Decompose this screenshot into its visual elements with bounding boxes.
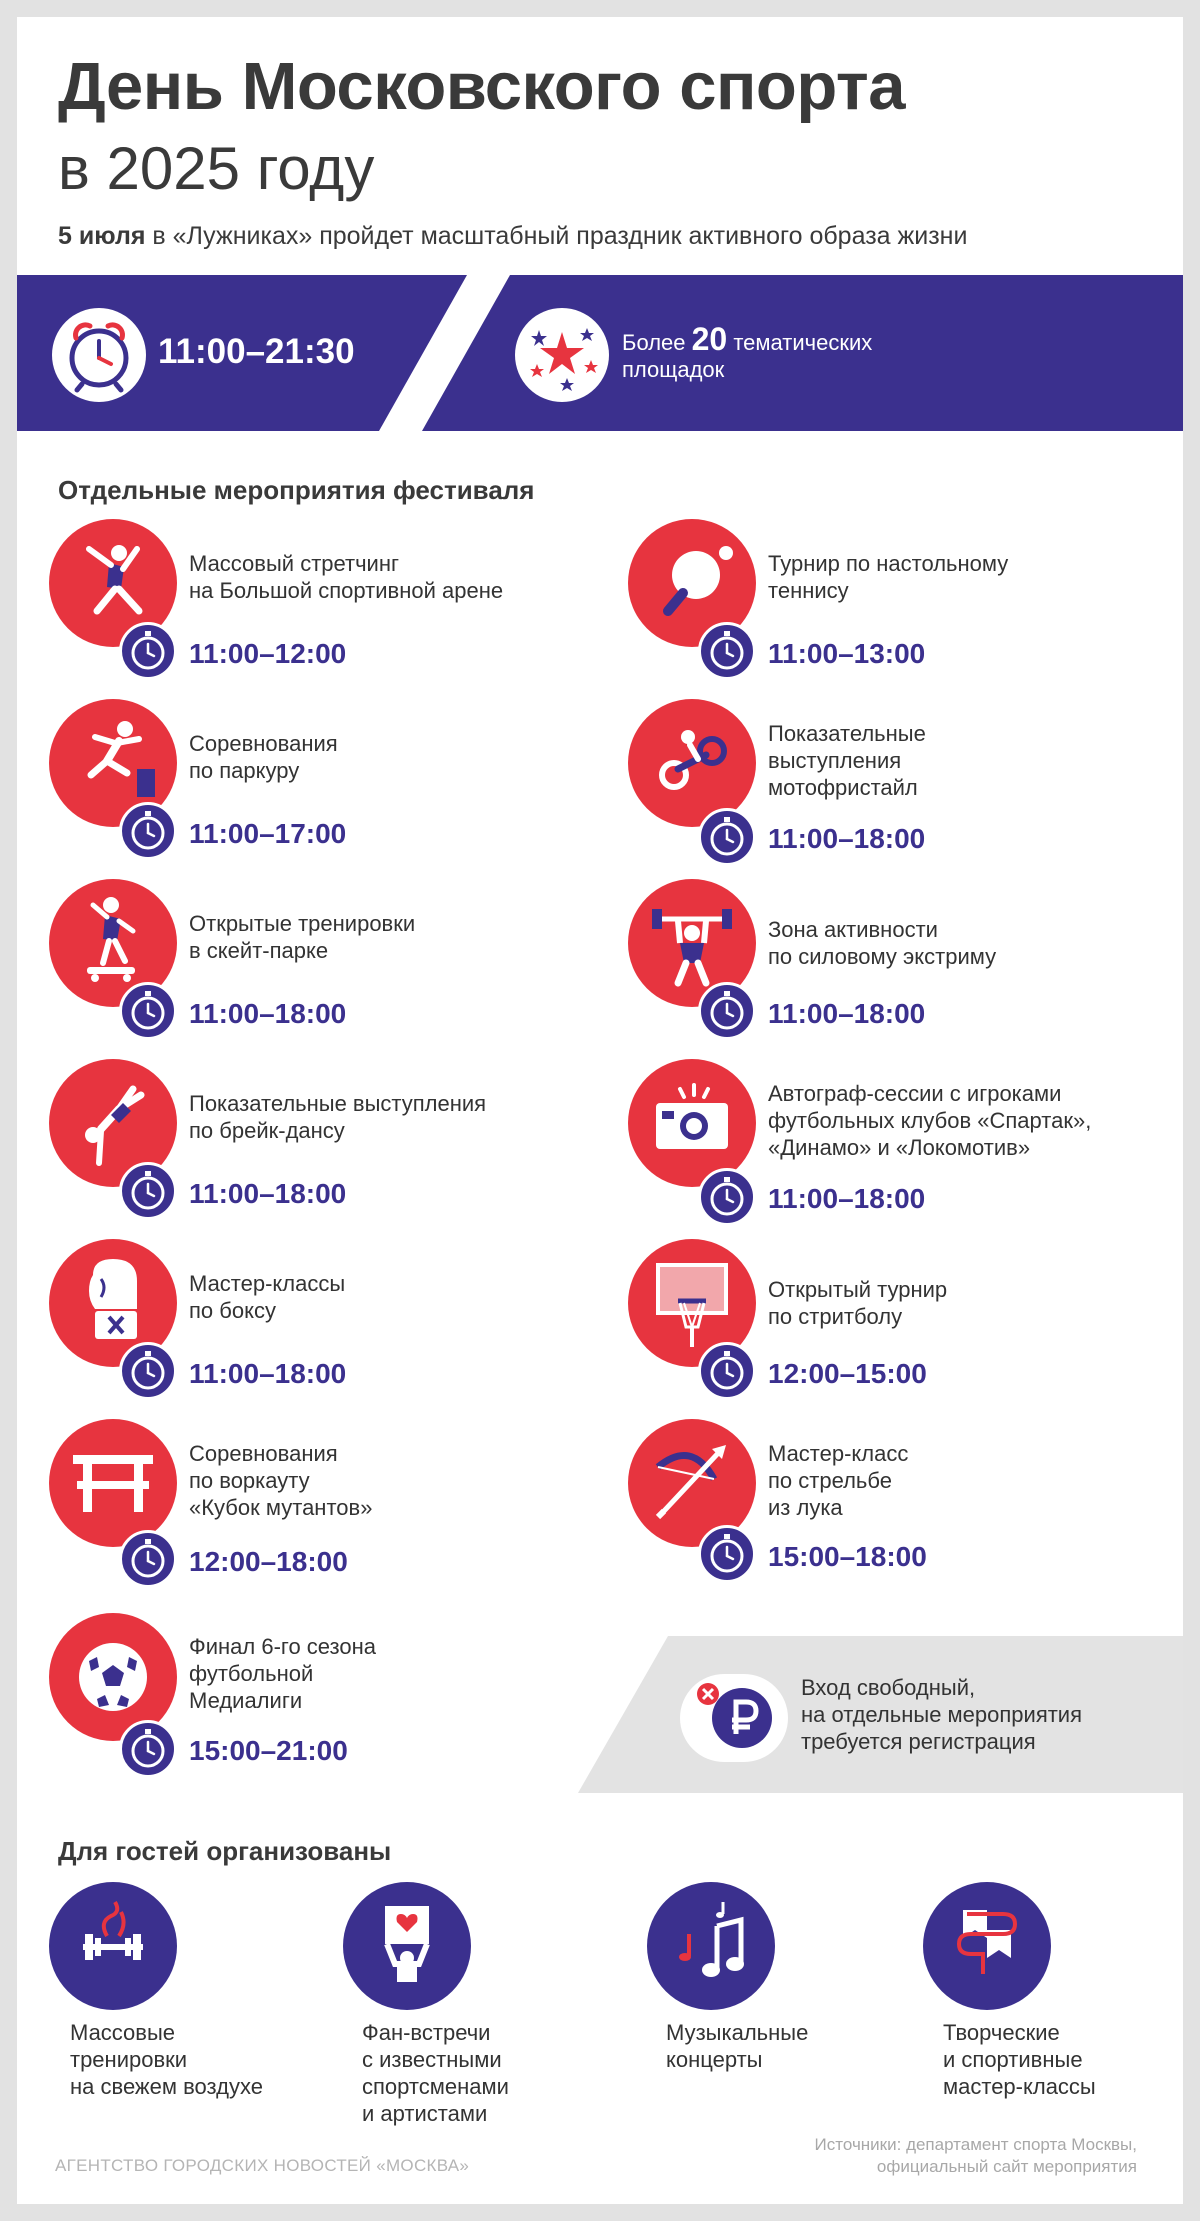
stopwatch-icon	[119, 1530, 177, 1588]
festival-hours: 11:00–21:30	[158, 332, 355, 371]
stopwatch-icon	[119, 1162, 177, 1220]
stopwatch-icon	[698, 982, 756, 1040]
event-time: 11:00–18:00	[189, 998, 347, 1029]
alarm-clock-icon	[52, 308, 146, 402]
event-time: 15:00–21:00	[189, 1735, 348, 1766]
venues-number: 20	[691, 321, 728, 357]
event-name: Открытые тренировки в скейт-парке	[189, 911, 416, 963]
event-time: 12:00–15:00	[768, 1358, 927, 1389]
guest-item-text: Фан-встречи с известными спортсменами и артистами	[362, 2020, 509, 2126]
guest-item-text: Творческие и спортивные мастер-классы	[943, 2020, 1096, 2099]
venues-count: Более 20 тематических площадок	[622, 321, 873, 382]
event-time: 12:00–18:00	[189, 1546, 348, 1577]
stopwatch-icon	[119, 622, 177, 680]
camera-icon	[628, 1059, 756, 1187]
stopwatch-icon	[119, 982, 177, 1040]
event-name: Мастер-класс по стрельбе из лука	[768, 1441, 909, 1520]
event-time: 11:00–17:00	[189, 818, 347, 849]
event-time: 11:00–18:00	[189, 1178, 347, 1209]
stopwatch-icon	[698, 622, 756, 680]
stars-icon	[515, 308, 609, 402]
guest-item-text: Музыкальные концерты	[666, 2020, 809, 2072]
ruble-icon	[680, 1674, 788, 1762]
event-time: 11:00–18:00	[768, 1183, 926, 1214]
event-name: Мастер-классы по боксу	[189, 1271, 346, 1323]
event-name: Открытый турнир по стритболу	[768, 1277, 948, 1329]
guests-section-title: Для гостей организованы	[58, 1836, 392, 1866]
music-notes-icon	[647, 1882, 775, 2010]
stopwatch-icon	[698, 1525, 756, 1583]
page-subtitle	[58, 222, 967, 251]
event-name: Показательные выступления по брейк-дансу	[189, 1091, 487, 1143]
stopwatch-icon	[119, 1342, 177, 1400]
page-title-year: в 2025 году	[58, 135, 375, 202]
stopwatch-icon	[119, 1720, 177, 1778]
motorcycle-icon	[628, 699, 756, 827]
subtitle-date: 5 июля	[58, 222, 146, 250]
event-name: Соревнования по воркауту «Кубок мутантов»	[189, 1441, 373, 1520]
event-time: 11:00–12:00	[189, 638, 347, 669]
event-time: 11:00–18:00	[768, 823, 926, 854]
subtitle-text: в «Лужниках» пройдет масштабный праздник активного образа жизни	[145, 222, 968, 250]
event-time: 11:00–13:00	[768, 638, 926, 669]
fan-sign-icon	[343, 1882, 471, 2010]
event-time: 15:00–18:00	[768, 1541, 927, 1572]
event-time: 11:00–18:00	[189, 1358, 347, 1389]
stopwatch-icon	[698, 1168, 756, 1226]
sources-credit: Источники: департамент спорта Москвы, официальный сайт мероприятия	[814, 2135, 1137, 2176]
event-name: Массовый стретчинг на Большой спортивной арене	[189, 551, 504, 603]
workout-bars-icon	[49, 1419, 177, 1547]
agency-credit: АГЕНТСТВО ГОРОДСКИХ НОВОСТЕЙ «МОСКВА»	[55, 2156, 470, 2175]
bookmark-ribbon-icon	[923, 1882, 1051, 2010]
stopwatch-icon	[119, 802, 177, 860]
events-section-title: Отдельные мероприятия фестиваля	[58, 475, 535, 505]
event-name: Турнир по настольному теннису	[768, 551, 1009, 603]
event-name: Соревнования по паркуру	[189, 731, 338, 783]
free-entry-text: Вход свободный, на отдельные мероприятия требуется регистрация	[801, 1675, 1083, 1754]
guest-item-text: Массовые тренировки на свежем воздухе	[70, 2020, 263, 2099]
dumbbell-icon	[49, 1882, 177, 2010]
event-name: Финал 6-го сезона футбольной Медиалиги	[189, 1634, 377, 1713]
event-name: Зона активности по силовому экстриму	[768, 917, 997, 969]
event-time: 11:00–18:00	[768, 998, 926, 1029]
stopwatch-icon	[698, 1342, 756, 1400]
page-title: День Московского спорта	[58, 49, 905, 124]
event-name: Показательные выступления мотофристайл	[768, 721, 926, 800]
event-name: Автограф-сессии с игроками футбольных клубов «Спартак», «Динамо» и «Локомотив»	[768, 1081, 1092, 1160]
stopwatch-icon	[698, 808, 756, 866]
